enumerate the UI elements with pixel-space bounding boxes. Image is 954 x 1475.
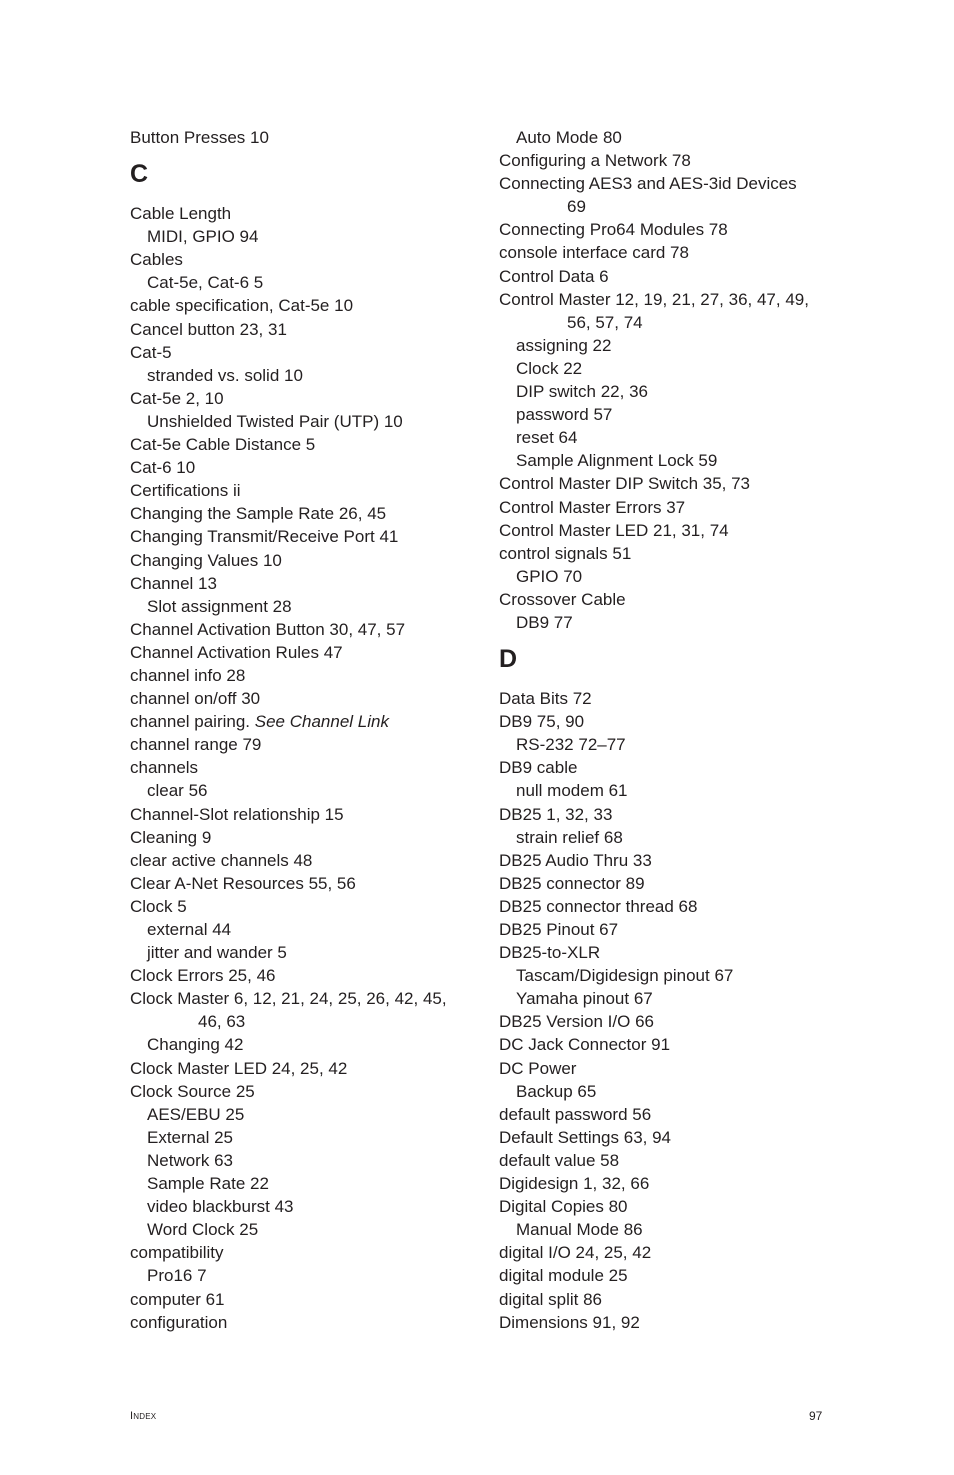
index-entry <box>499 803 829 826</box>
entry-text: RS-232 72–77 <box>516 735 626 755</box>
index-entry <box>499 588 829 611</box>
entry-text: Tascam/Digidesign pinout 67 <box>516 966 734 986</box>
entry-text: Control Master Errors 37 <box>499 497 686 517</box>
entry-text: Control Master DIP Switch 35, 73 <box>499 474 751 494</box>
entry-text: DB9 75, 90 <box>499 712 585 732</box>
index-entry <box>499 496 829 519</box>
section-letter: C <box>130 160 149 189</box>
index-entry <box>130 987 470 1010</box>
entry-text: console interface card 78 <box>499 243 689 263</box>
see-reference: See Channel Link <box>254 712 389 732</box>
index-entry <box>499 149 829 172</box>
index-entry <box>130 126 470 149</box>
index-subentry <box>499 334 829 357</box>
index-subentry <box>499 426 829 449</box>
section-letter: D <box>499 645 518 674</box>
entry-text: Configuring a Network 78 <box>499 151 691 171</box>
index-entry <box>499 1172 829 1195</box>
entry-text: Channel 13 <box>130 573 217 593</box>
entry-text: Cat-5e, Cat-6 5 <box>147 273 264 293</box>
index-subentry <box>499 964 829 987</box>
page-number: 97 <box>809 1409 823 1423</box>
index-column-right <box>499 126 829 1334</box>
index-entry <box>499 1126 829 1149</box>
index-subentry <box>499 449 829 472</box>
index-entry <box>499 849 829 872</box>
index-subentry <box>499 733 829 756</box>
entry-text: Changing Values 10 <box>130 550 282 570</box>
entry-text: Cable Length <box>130 204 232 224</box>
entry-text: MIDI, GPIO 94 <box>147 227 259 247</box>
index-entry <box>130 502 470 525</box>
index-subentry <box>130 595 470 618</box>
index-subentry <box>130 1264 470 1287</box>
entry-text: Clock 5 <box>130 896 187 916</box>
index-subentry <box>130 918 470 941</box>
index-entry <box>499 941 829 964</box>
entry-text: Changing Transmit/Receive Port 41 <box>130 527 399 547</box>
entry-text: Clock Master 6, 12, 21, 24, 25, 26, 42, 45, <box>130 989 447 1009</box>
entry-text: Clear A-Net Resources 55, 56 <box>130 873 356 893</box>
index-subentry <box>499 126 829 149</box>
index-subentry <box>130 364 470 387</box>
index-entry <box>499 1241 829 1264</box>
index-entry <box>130 710 470 733</box>
entry-text: Digidesign 1, 32, 66 <box>499 1174 650 1194</box>
entry-text: DB9 77 <box>516 612 573 632</box>
entry-text: Channel Activation Button 30, 47, 57 <box>130 619 406 639</box>
entry-text: Clock Master LED 24, 25, 42 <box>130 1058 348 1078</box>
index-subentry <box>499 1218 829 1241</box>
entry-text: Channel-Slot relationship 15 <box>130 804 344 824</box>
index-entry <box>130 1080 470 1103</box>
entry-text: jitter and wander 5 <box>147 943 287 963</box>
entry-text: 46, 63 <box>198 1012 246 1032</box>
entry-text: stranded vs. solid 10 <box>147 365 303 385</box>
index-subentry <box>499 779 829 802</box>
index-entry <box>130 872 470 895</box>
entry-text: Pro16 7 <box>147 1266 207 1286</box>
entry-text: external 44 <box>147 920 232 939</box>
entry-text: Button Presses 10 <box>130 128 269 147</box>
entry-text: Clock Source 25 <box>130 1081 255 1101</box>
entry-text: GPIO 70 <box>516 566 583 586</box>
index-entry <box>130 641 470 664</box>
index-subentry <box>499 380 829 403</box>
entry-text: Connecting AES3 and AES-3id Devices <box>499 174 797 194</box>
index-subentry <box>130 271 470 294</box>
entry-text: Cat-5e Cable Distance 5 <box>130 435 316 455</box>
entry-text: DIP switch 22, 36 <box>516 382 648 402</box>
entry-text: DB25 connector thread 68 <box>499 896 698 916</box>
entry-text: Connecting Pro64 Modules 78 <box>499 220 728 240</box>
index-entry <box>499 172 829 195</box>
index-entry <box>130 618 470 641</box>
index-entry <box>130 248 470 271</box>
entry-text: channels <box>130 758 199 778</box>
entry-text: default password 56 <box>499 1104 652 1124</box>
index-subentry <box>130 1033 470 1056</box>
index-subentry <box>499 611 829 634</box>
entry-text: External 25 <box>147 1127 233 1147</box>
entry-text: Auto Mode 80 <box>516 128 622 147</box>
entry-text: Clock Errors 25, 46 <box>130 966 276 986</box>
entry-text: Changing 42 <box>147 1035 244 1055</box>
index-entry <box>499 872 829 895</box>
index-entry <box>130 733 470 756</box>
index-entry <box>130 456 470 479</box>
index-entry <box>130 1241 470 1264</box>
entry-text: DB25 Version I/O 66 <box>499 1012 654 1032</box>
index-entry <box>130 1057 470 1080</box>
index-entry <box>499 472 829 495</box>
index-entry <box>130 294 470 317</box>
index-entry <box>130 826 470 849</box>
index-column-left <box>130 126 470 1334</box>
entry-text: DB9 cable <box>499 758 578 778</box>
index-continuation <box>499 311 829 334</box>
index-entry <box>499 1288 829 1311</box>
entry-text: channel on/off 30 <box>130 689 261 709</box>
index-subentry <box>130 1218 470 1241</box>
entry-text: 56, 57, 74 <box>567 312 643 332</box>
entry-text: DB25 connector 89 <box>499 873 645 893</box>
index-entry <box>499 1010 829 1033</box>
entry-text: Cancel button 23, 31 <box>130 319 287 339</box>
index-entry <box>499 687 829 710</box>
index-entry <box>130 525 470 548</box>
index-continuation <box>499 195 829 218</box>
entry-text: Crossover Cable <box>499 589 626 609</box>
entry-text: DC Jack Connector 91 <box>499 1035 671 1055</box>
index-entry <box>499 918 829 941</box>
index-entry <box>499 1033 829 1056</box>
index-entry <box>130 1288 470 1311</box>
entry-text: Channel Activation Rules 47 <box>130 642 343 662</box>
index-entry <box>499 710 829 733</box>
index-entry <box>130 687 470 710</box>
footer-section-label: Index <box>130 1410 157 1422</box>
entry-text: Cat-5 <box>130 342 172 362</box>
index-entry <box>499 241 829 264</box>
index-subentry <box>130 1103 470 1126</box>
index-subentry <box>499 403 829 426</box>
index-entry <box>499 1195 829 1218</box>
index-entry <box>130 756 470 779</box>
entry-text: default value 58 <box>499 1150 620 1170</box>
index-entry <box>130 895 470 918</box>
index-entry <box>499 1103 829 1126</box>
entry-text: Word Clock 25 <box>147 1220 259 1240</box>
index-entry <box>499 218 829 241</box>
index-entry <box>130 1311 470 1334</box>
entry-text: control signals 51 <box>499 543 632 563</box>
index-entry <box>130 341 470 364</box>
index-entry <box>499 895 829 918</box>
entry-text: compatibility <box>130 1243 224 1263</box>
index-entry <box>499 1057 829 1080</box>
entry-text: Default Settings 63, 94 <box>499 1127 672 1147</box>
entry-text: video blackburst 43 <box>147 1197 294 1217</box>
index-subentry <box>499 357 829 380</box>
index-subentry <box>130 779 470 802</box>
entry-text: Control Master 12, 19, 21, 27, 36, 47, 49, <box>499 289 809 309</box>
index-entry <box>130 572 470 595</box>
index-entry <box>130 664 470 687</box>
index-entry <box>130 387 470 410</box>
entry-text: Cat-5e 2, 10 <box>130 388 224 408</box>
index-subentry <box>499 1080 829 1103</box>
index-subentry <box>130 1172 470 1195</box>
entry-text: DC Power <box>499 1058 577 1078</box>
index-entry <box>499 288 829 311</box>
entry-text: Cleaning 9 <box>130 827 212 847</box>
entry-text: clear active channels 48 <box>130 850 313 870</box>
index-entry <box>499 542 829 565</box>
entry-text: strain relief 68 <box>516 827 623 847</box>
index-entry <box>130 318 470 341</box>
entry-text: AES/EBU 25 <box>147 1104 245 1124</box>
index-entry <box>130 549 470 572</box>
index-entry <box>130 964 470 987</box>
index-entry <box>499 756 829 779</box>
index-entry <box>499 1149 829 1172</box>
index-entry <box>499 519 829 542</box>
entry-text: computer 61 <box>130 1289 225 1309</box>
index-entry <box>130 479 470 502</box>
index-subentry <box>499 565 829 588</box>
index-subentry <box>130 1195 470 1218</box>
entry-text: null modem 61 <box>516 781 628 801</box>
entry-text: DB25-to-XLR <box>499 943 601 963</box>
entry-text: assigning 22 <box>516 335 612 355</box>
index-entry <box>499 1311 829 1334</box>
entry-text: channel info 28 <box>130 665 246 685</box>
entry-text: Slot assignment 28 <box>147 596 292 616</box>
index-subentry <box>130 1126 470 1149</box>
entry-text: channel pairing. <box>130 712 255 732</box>
entry-text: cable specification, Cat-5e 10 <box>130 296 354 316</box>
entry-text: DB25 1, 32, 33 <box>499 804 613 824</box>
entry-text: Unshielded Twisted Pair (UTP) 10 <box>147 411 403 431</box>
index-entry <box>130 849 470 872</box>
entry-text: Dimensions 91, 92 <box>499 1312 640 1332</box>
index-entry <box>499 1264 829 1287</box>
entry-text: Certifications ii <box>130 481 241 501</box>
entry-text: Backup 65 <box>516 1081 597 1101</box>
entry-text: Data Bits 72 <box>499 689 592 709</box>
entry-text: Sample Rate 22 <box>147 1174 269 1194</box>
index-entry <box>130 433 470 456</box>
entry-text: Sample Alignment Lock 59 <box>516 451 718 471</box>
entry-text: Control Master LED 21, 31, 74 <box>499 520 729 540</box>
entry-text: digital module 25 <box>499 1266 628 1286</box>
entry-text: Cat-6 10 <box>130 458 196 478</box>
index-entry <box>130 803 470 826</box>
index-continuation <box>130 1010 470 1033</box>
index-subentry <box>499 826 829 849</box>
entry-text: Digital Copies 80 <box>499 1197 628 1217</box>
index-subentry <box>130 410 470 433</box>
index-subentry <box>130 941 470 964</box>
entry-text: digital I/O 24, 25, 42 <box>499 1243 652 1263</box>
entry-text: Manual Mode 86 <box>516 1220 643 1240</box>
index-subentry <box>499 987 829 1010</box>
entry-text: Network 63 <box>147 1150 233 1170</box>
entry-text: channel range 79 <box>130 735 262 755</box>
index-subentry <box>130 1149 470 1172</box>
entry-text: 69 <box>567 197 586 217</box>
entry-text: configuration <box>130 1312 228 1332</box>
index-subentry <box>130 225 470 248</box>
entry-text: Yamaha pinout 67 <box>516 989 653 1009</box>
entry-text: DB25 Pinout 67 <box>499 920 619 939</box>
entry-text: Clock 22 <box>516 358 583 378</box>
entry-text: Control Data 6 <box>499 266 609 286</box>
entry-text: clear 56 <box>147 781 208 801</box>
entry-text: DB25 Audio Thru 33 <box>499 850 652 870</box>
entry-text: reset 64 <box>516 428 578 448</box>
index-entry <box>130 202 470 225</box>
entry-text: Cables <box>130 250 183 270</box>
entry-text: password 57 <box>516 405 613 425</box>
entry-text: Changing the Sample Rate 26, 45 <box>130 504 387 524</box>
entry-text: digital split 86 <box>499 1289 603 1309</box>
index-entry <box>499 265 829 288</box>
